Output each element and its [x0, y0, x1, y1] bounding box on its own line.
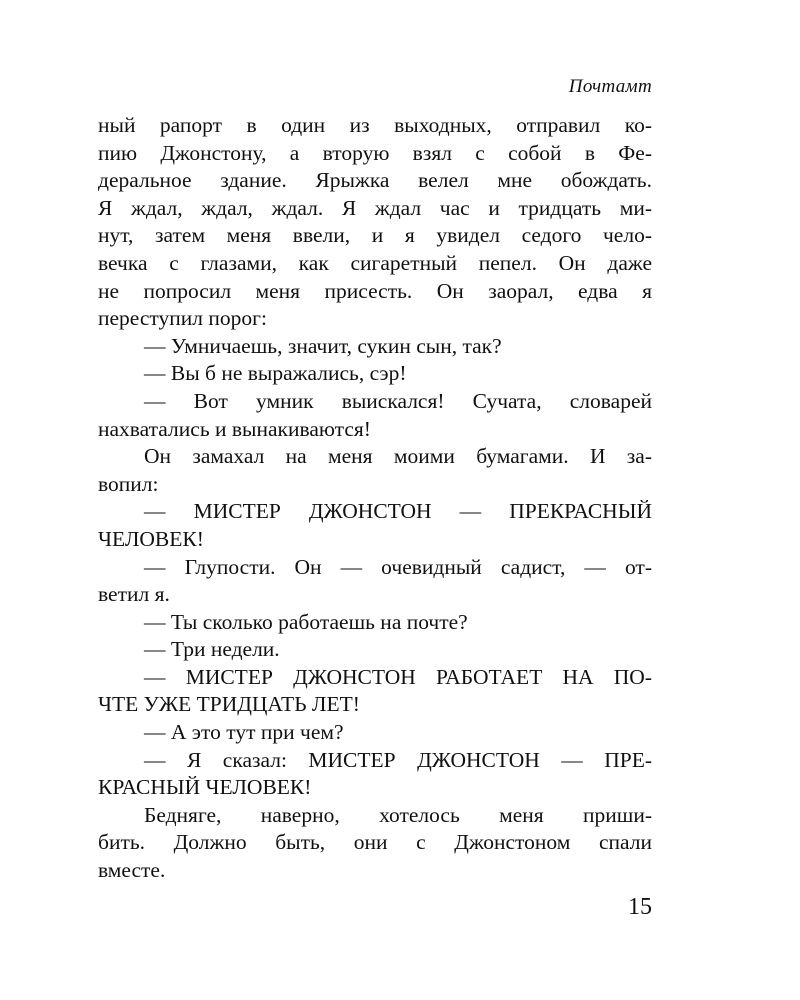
text-line: переступил порог: — [98, 306, 267, 331]
text-line: вместе. — [98, 858, 166, 883]
text-line: ЧТЕ УЖЕ ТРИДЦАТЬ ЛЕТ! — [98, 692, 360, 717]
text-line: не попросил меня присесть. Он заорал, едва я — [98, 278, 652, 303]
text-line: пию Джонстону, а вторую взял с собой в Фе- — [98, 140, 652, 165]
text-line: ветил я. — [98, 582, 170, 607]
text-line: КРАСНЫЙ ЧЕЛОВЕК! — [98, 775, 312, 800]
text-line: ЧЕЛОВЕК! — [98, 526, 204, 551]
text-line: нахватались и вынакиваются! — [98, 416, 371, 441]
text-line: — Умничаешь, значит, сукин сын, так? — [144, 333, 502, 358]
text-line: — Ты сколько работаешь на почте? — [144, 609, 468, 634]
text-line: ный рапорт в один из выходных, отправил ко- — [98, 113, 652, 137]
text-line: — Я сказал: МИСТЕР ДЖОНСТОН — ПРЕ- — [144, 747, 652, 772]
text-line: — Глупости. Он — очевидный садист, — от- — [144, 554, 652, 579]
page-number: 15 — [628, 894, 652, 920]
running-header: Почтамт — [568, 76, 652, 97]
text-line: вечка с глазами, как сигаретный пепел. Он даже — [98, 250, 652, 275]
text-line: Я ждал, ждал, ждал. Я ждал час и тридцать ми- — [98, 195, 652, 220]
text-line: — А это тут при чем? — [144, 720, 344, 745]
text-line: Он замахал на меня моими бумагами. И за- — [144, 444, 652, 469]
text-line: — МИСТЕР ДЖОНСТОН — ПРЕКРАСНЫЙ — [144, 499, 652, 524]
text-line: деральное здание. Ярыжка велел мне обождать. — [98, 168, 652, 193]
text-line: вопил: — [98, 471, 159, 496]
body-text — [98, 112, 652, 885]
text-line: нут, затем меня ввели, и я увидел седого чело- — [98, 223, 652, 248]
text-line: — Вот умник выискался! Сучата, словарей — [144, 388, 652, 413]
text-line: — Вы б не выражались, сэр! — [144, 361, 407, 386]
text-line: бить. Должно быть, они с Джонстоном спали — [98, 830, 652, 855]
text-line: — Три недели. — [144, 637, 280, 662]
text-line: — МИСТЕР ДЖОНСТОН РАБОТАЕТ НА ПО- — [144, 664, 652, 689]
text-line: Бедняге, наверно, хотелось меня приши- — [144, 802, 652, 827]
